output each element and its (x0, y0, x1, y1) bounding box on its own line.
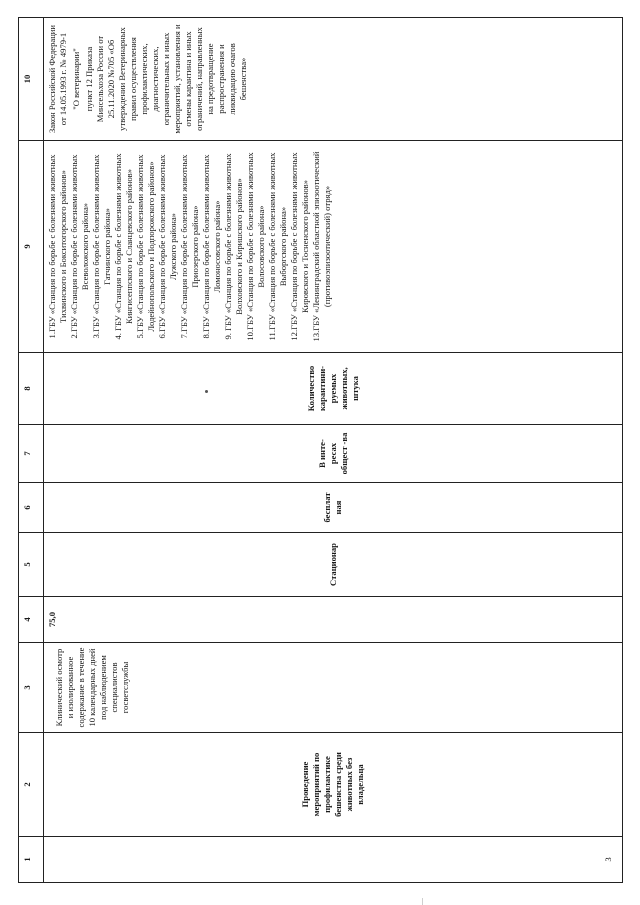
interest-type: В инте-ресах общест -ва (44, 425, 623, 483)
service-condition: Стационар (44, 533, 623, 597)
list-item: 9. ГБУ «Станция по борьбе с болезнями животных Волховского и Киришского районов» (223, 153, 244, 340)
scan-speck (205, 390, 208, 393)
list-item: 2.ГБУ «Станция по борьбе с болезнями животных Всеволожского района» (69, 154, 90, 339)
header-col-5: 5 (19, 533, 44, 597)
header-col-10: 10 (19, 18, 44, 141)
list-item: 8.ГБУ «Станция по борьбе с болезнями животных Ломоносовского района» (201, 154, 222, 339)
legal-basis-cell (44, 18, 623, 141)
header-col-6: 6 (19, 483, 44, 533)
header-col-1: 1 (19, 837, 44, 883)
list-item: 7.ГБУ «Станция по борьбе с болезнями животных Приозерского района» (179, 154, 200, 339)
list-item: 12.ГБУ «Станция по борьбе с болезнями животных Кировского и Тосненского районов» (289, 152, 310, 341)
list-item: 6.ГБУ «Станция по борьбе с болезнями животных Лужского района» (157, 154, 178, 339)
document-table-frame (18, 18, 623, 883)
header-col-4: 4 (19, 597, 44, 643)
scan-edge-mark (422, 898, 640, 905)
unit-measure: Количество карантини-руемых животных, штука (44, 353, 623, 425)
services-table (18, 17, 623, 883)
header-col-2: 2 (19, 733, 44, 837)
header-col-8: 8 (19, 353, 44, 425)
header-col-3: 3 (19, 643, 44, 733)
service-name: Проведение мероприятий по профилактике бешенства среди животных без владельца (44, 733, 623, 837)
list-item: 4. ГБУ «Станция по борьбе с болезнями животных Кингисеппского и Сланцевского районов» (113, 153, 134, 340)
list-item: 10.ГБУ «Станция по борьбе с болезнями животных Волосовского района» (245, 152, 266, 341)
law-title: "О ветеринарии" (71, 48, 81, 110)
service-method: Клинический осмотр и изолированное содержание в течение 10 календарных дней под наблюдением специалистов госветслужбы (44, 643, 623, 733)
row-number: 3 (44, 837, 623, 883)
service-price: 75,0 (44, 597, 623, 643)
list-item: 11.ГБУ «Станция по борьбе с болезнями животных Выборгского района» (267, 152, 288, 341)
header-col-7: 7 (19, 425, 44, 483)
table-row (44, 18, 623, 883)
list-item: 5.ГБУ «Станция по борьбе с болезнями животных Лодейнопольского и Подпорожского районов» (135, 154, 156, 339)
law-reference: Закон Российской Федерации от 14.05.1993 г. № 4979-1 (47, 25, 68, 133)
order-reference: пункт 12 Приказа Минсельхоза России от 25.11.2020 №705 «Об утверждении Ветеринарных правил осуществления профилактических, диагностических, ограничительных и иных мероприятий, установления и отмены карантина и иных ограничений, направленных на предотвращение распространения и ликвидацию очагов бешенства» (84, 24, 248, 134)
list-item: 1.ГБУ «Станция по борьбе с болезнями животных Тихвинского и Бокситогорского районов» (47, 154, 68, 339)
header-col-9: 9 (19, 141, 44, 353)
list-item: 13.ГБУ «Ленинградский областной эпизоотический (противоэпизоотический) отряд» (311, 151, 332, 342)
organizations-cell (44, 141, 623, 353)
organizations-list (47, 145, 333, 348)
payment-type: бесплат ная (44, 483, 623, 533)
rotated-table (18, 18, 623, 883)
header-row (19, 18, 44, 883)
list-item: 3.ГБУ «Станция по борьбе с болезнями животных Гатчинского района» (91, 154, 112, 339)
